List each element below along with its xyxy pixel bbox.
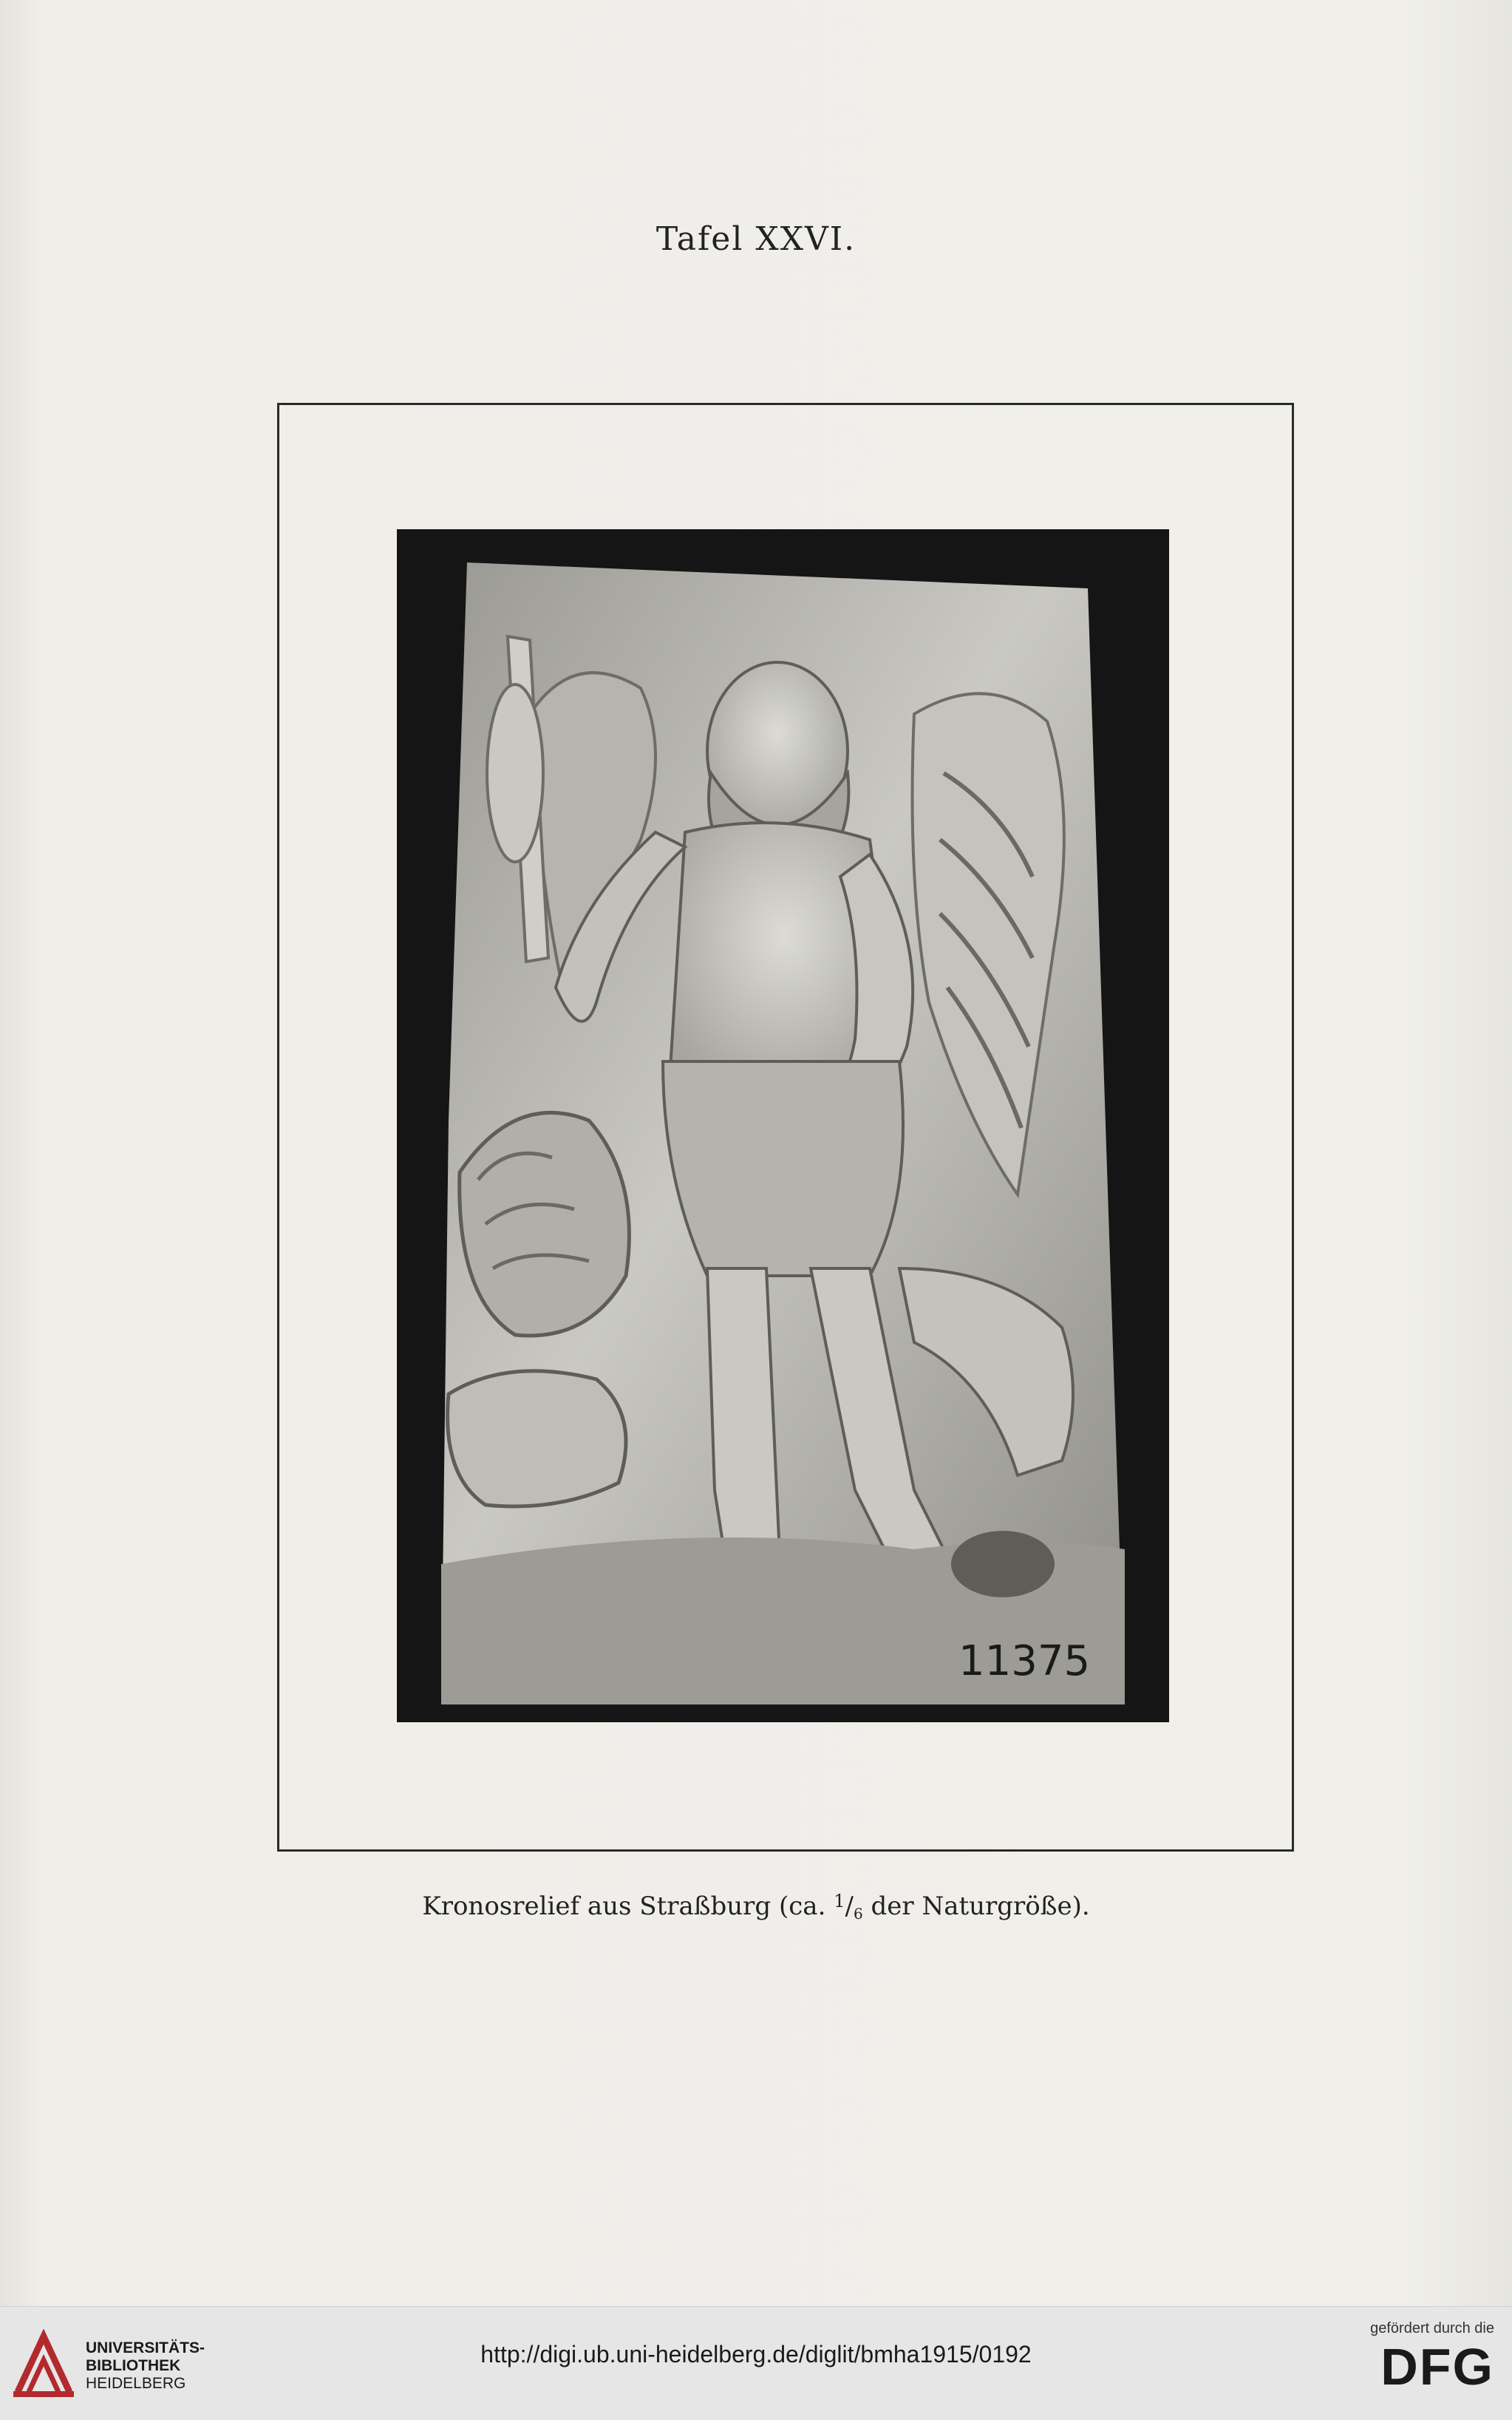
permalink-url[interactable]: http://digi.ub.uni-heidelberg.de/diglit/bmha1915/0192 <box>480 2341 1032 2368</box>
caption-open: (ca. <box>779 1892 834 1921</box>
caption-frac-num: 1 <box>834 1891 845 1911</box>
funder-name: DFG <box>1380 2338 1494 2396</box>
caption-main: Kronosrelief aus Straßburg <box>422 1892 772 1921</box>
plate-title: Tafel XXVI. <box>655 220 857 258</box>
relief-photograph <box>397 529 1169 1722</box>
funder-label: gefördert durch die <box>1370 2320 1494 2336</box>
library-line1: UNIVERSITÄTS- <box>86 2339 205 2356</box>
library-line2: BIBLIOTHEK <box>86 2357 181 2374</box>
footer-bar <box>0 2306 1512 2420</box>
relief-image <box>397 529 1169 1722</box>
library-line3: HEIDELBERG <box>86 2375 186 2392</box>
caption-close: der Naturgröße). <box>862 1892 1090 1921</box>
inventory-number: 11375 <box>958 1637 1091 1685</box>
figure-caption <box>0 1891 1512 1923</box>
funder-logo[interactable] <box>1317 2320 1494 2396</box>
caption-frac-den: 6 <box>853 1905 863 1923</box>
caption-frac-slash: / <box>845 1892 854 1921</box>
